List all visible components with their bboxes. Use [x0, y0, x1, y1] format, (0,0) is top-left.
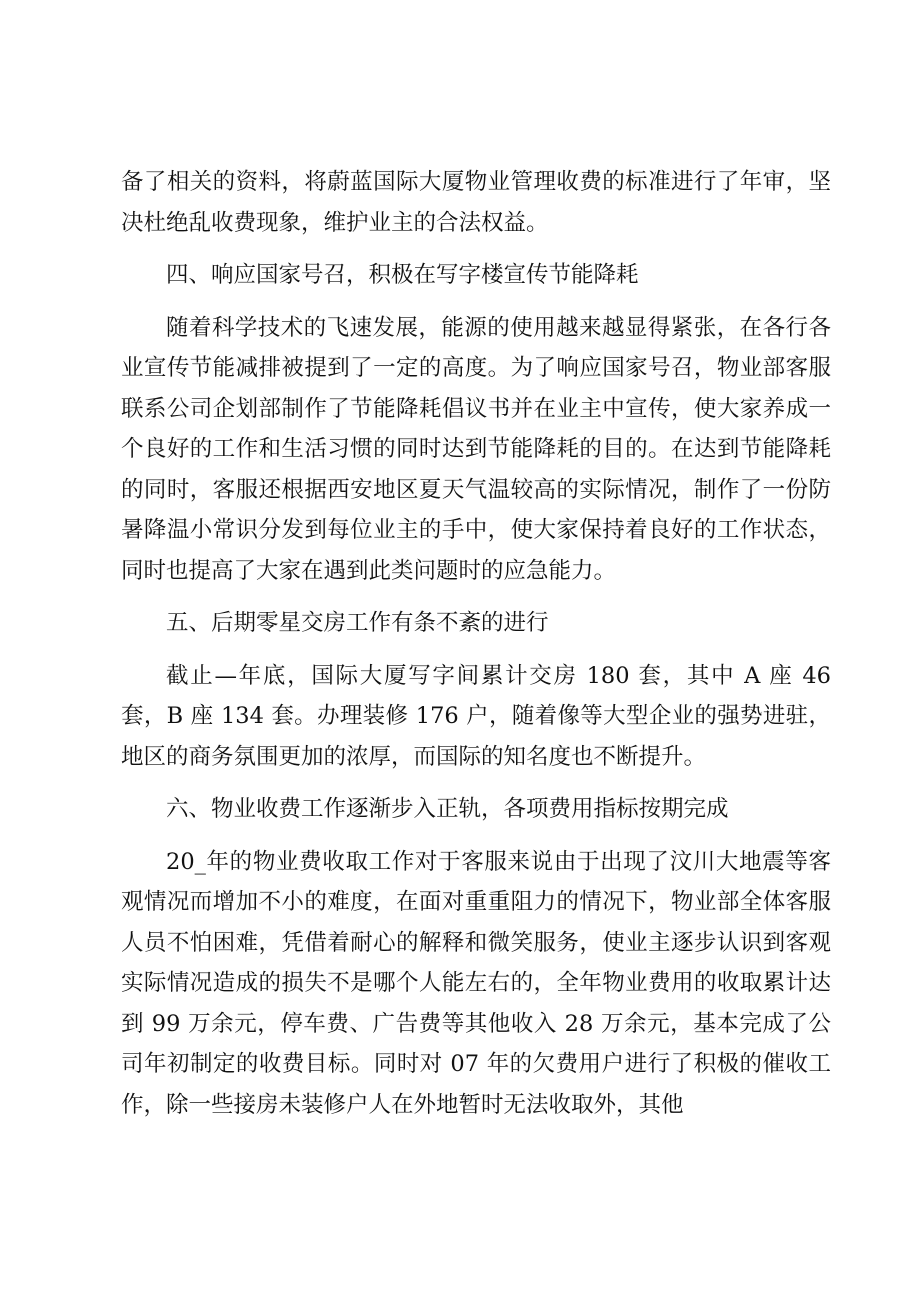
paragraph-gap	[121, 644, 831, 656]
paragraph-gap	[121, 243, 831, 255]
paragraph-gap	[121, 591, 831, 603]
paragraph-gap	[121, 777, 831, 789]
document-body	[121, 162, 831, 1125]
paragraph-gap	[121, 296, 831, 308]
section-heading-5: 五、后期零星交房工作有条不紊的进行	[166, 610, 549, 636]
paragraph-continuation: 备了相关的资料，将蔚蓝国际大厦物业管理收费的标准进行了年审，坚决杜绝乱收费现象，维护业主的合法权益。	[121, 169, 831, 236]
paragraph-handover: 截止—年底，国际大厦写字间累计交房 180 套，其中 A 座 46 套，B 座 134 套。办理装修 176 户，随着像等大型企业的强势进驻，地区的商务氛围更加的浓厚，而国际的知名度也不断提升。	[121, 662, 831, 770]
paragraph-gap	[121, 830, 831, 842]
section-heading-4: 四、响应国家号召，积极在写字楼宣传节能降耗	[166, 262, 639, 288]
paragraph-energy-saving: 随着科学技术的飞速发展，能源的使用越来越显得紧张，在各行各业宣传节能减排被提到了一定的高度。为了响应国家号召，物业部客服联系公司企划部制作了节能降耗倡议书并在业主中宣传，使大家养成一个良好的工作和生活习惯的同时达到节能降耗的目的。在达到节能降耗的同时，客服还根据西安地区夏天气温较高的实际情况，制作了一份防暑降温小常识分发到每位业主的手中，使大家保持着良好的工作状态，同时也提高了大家在遇到此类问题时的应急能力。	[121, 314, 831, 584]
section-heading-6: 六、物业收费工作逐渐步入正轨，各项费用指标按期完成	[166, 796, 729, 822]
paragraph-fee-collection: 20_年的物业费收取工作对于客服来说由于出现了汶川大地震等客观情况而增加不小的难度，在面对重重阻力的情况下，物业部全体客服人员不怕困难，凭借着耐心的解释和微笑服务，使业主逐步认识到客观实际情况造成的损失不是哪个人能左右的，全年物业费用的收取累计达到 99 万余元，停车费、广告费等其他收入 28 万余元，基本完成了公司年初制定的收费目标。同时对 07 年的欠费用户进行了积极的催收工作，除一些接房未装修户人在外地暂时无法收取外，其他	[121, 848, 831, 1118]
